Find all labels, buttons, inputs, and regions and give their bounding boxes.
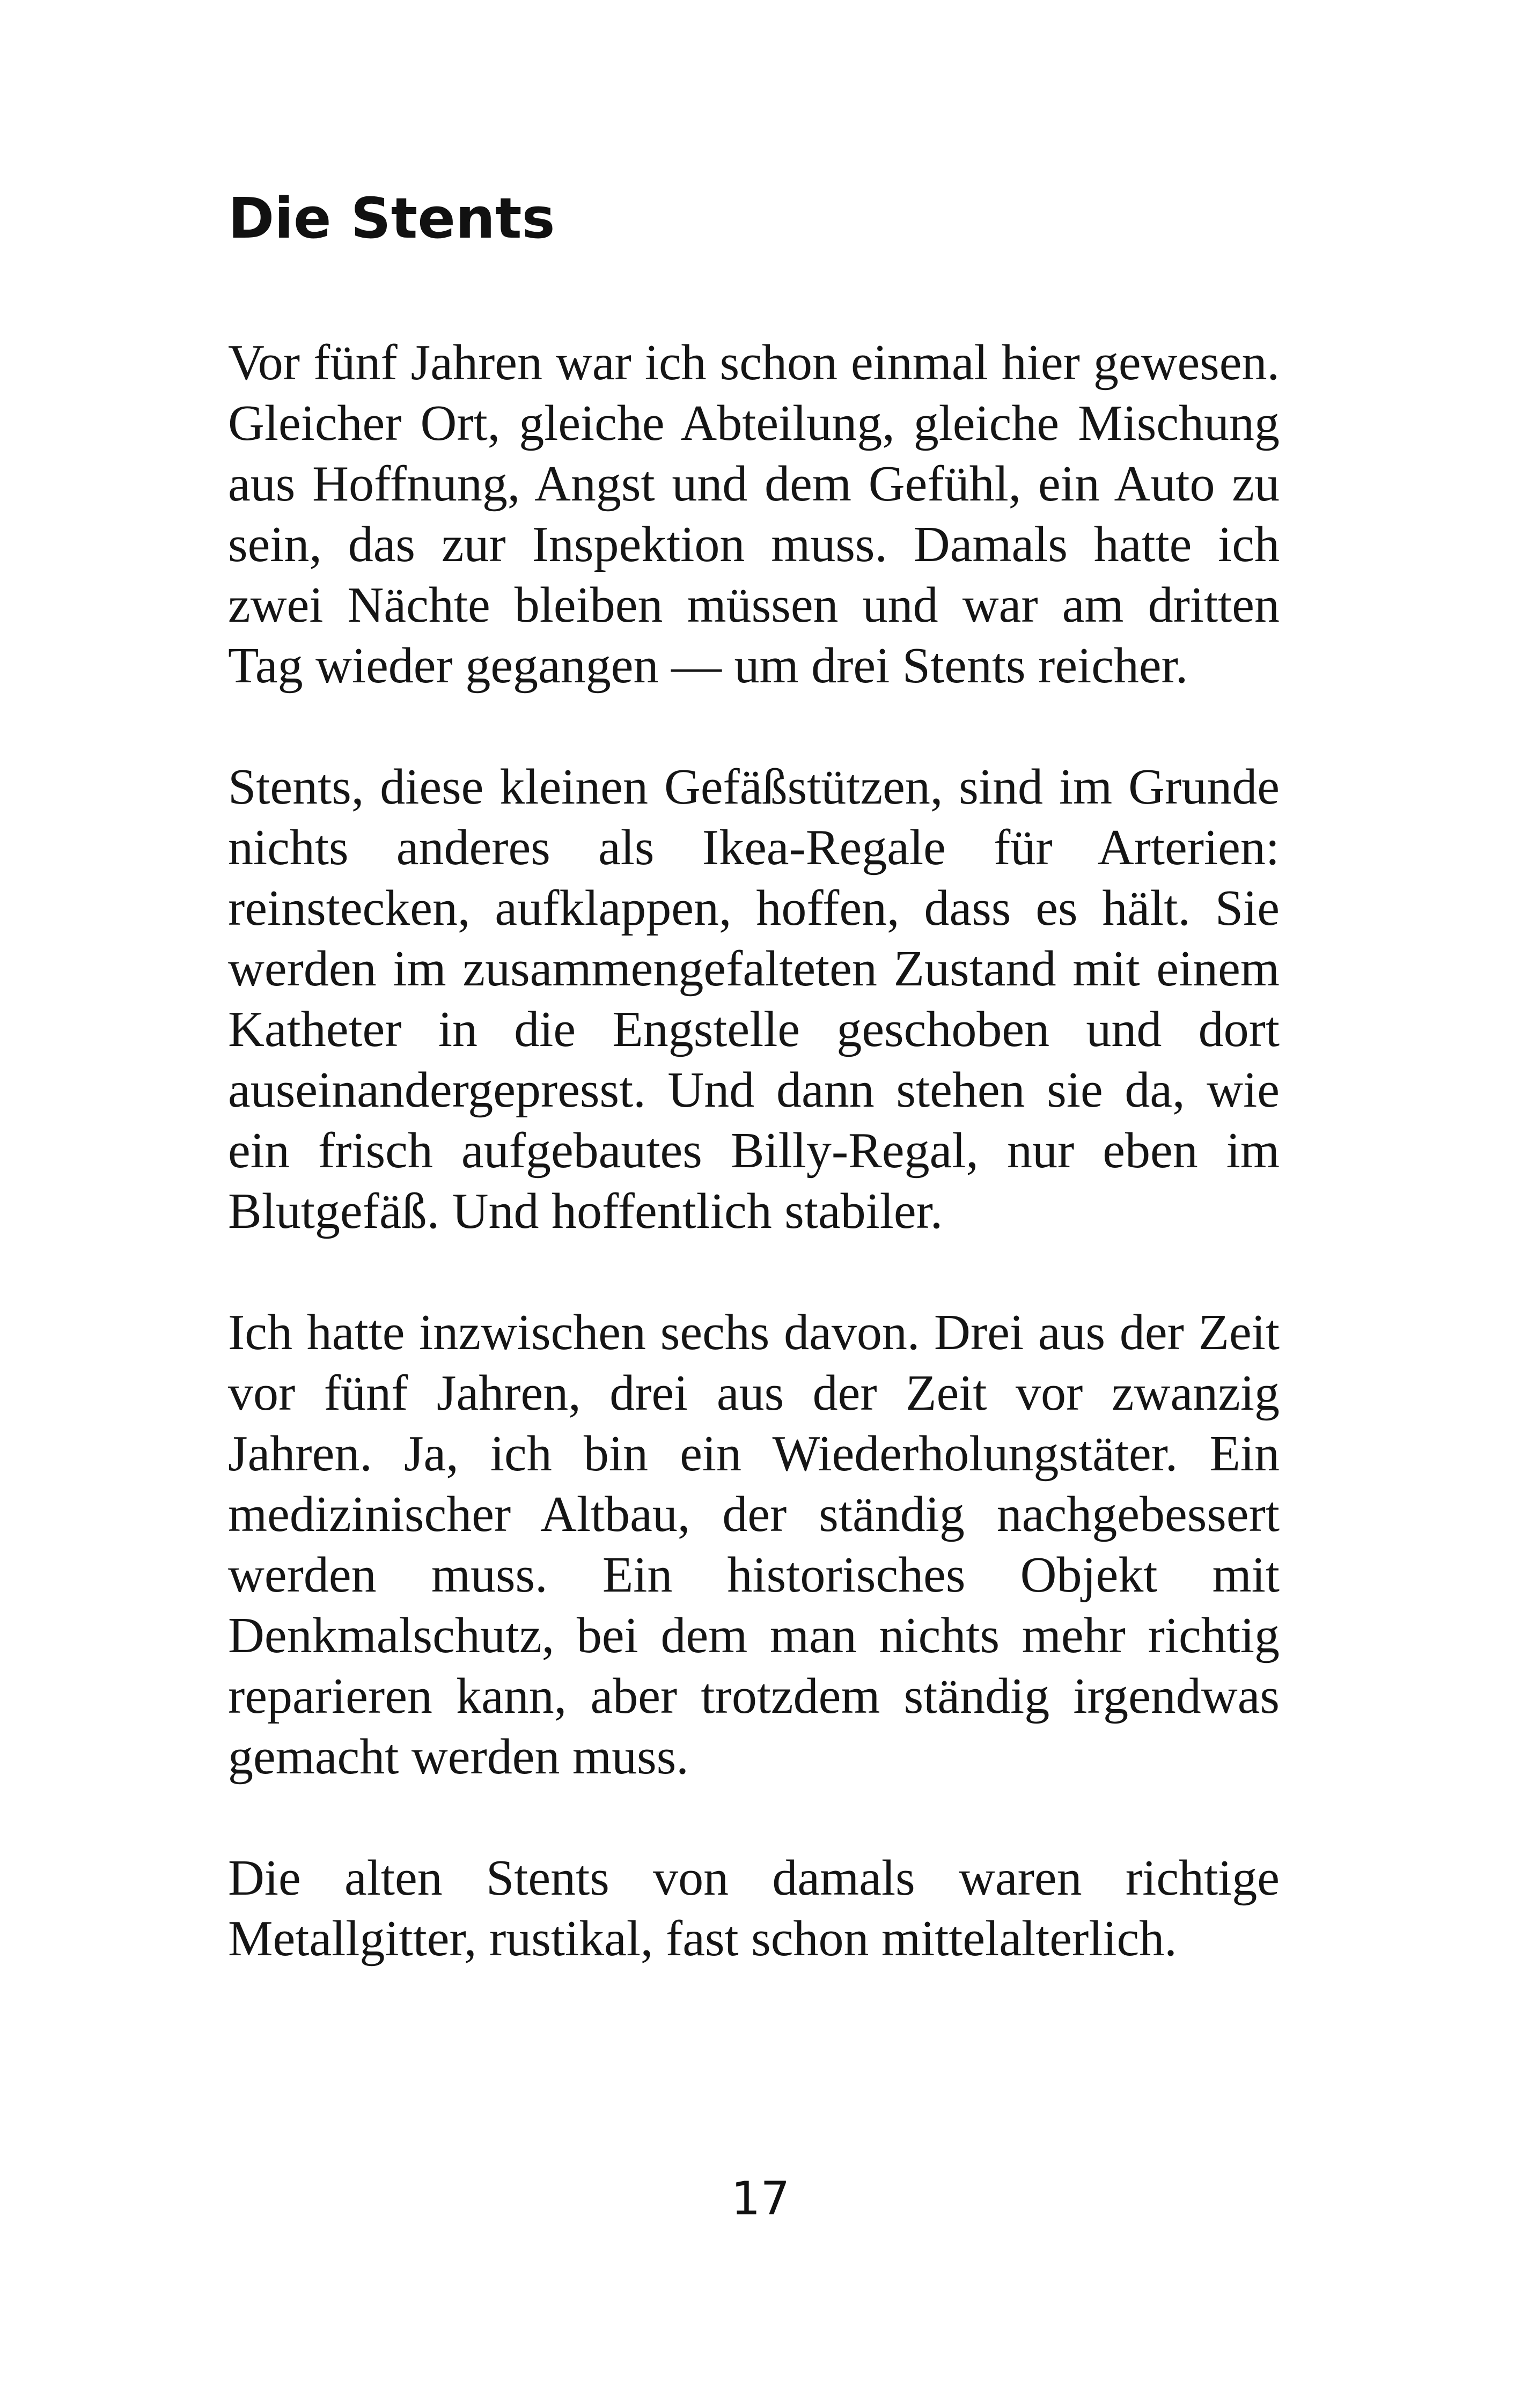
paragraph-4: Die alten Stents von damals waren richtige Metallgitter, rustikal, fast schon mittelalterlich. <box>228 1850 1280 1967</box>
paragraph-1: Vor fünf Jahren war ich schon einmal hier gewesen. Gleicher Ort, gleiche Abteilung, gleiche Mischung aus Hoffnung, Angst und dem Gefühl, ein Auto zu sein, das zur Inspektion muss. Damals hatte ich zwei Nächte bleiben müssen und war am dritten Tag wieder gegangen — um drei Stents reicher. <box>228 335 1280 694</box>
paragraph-2: Stents, diese kleinen Gefäßstützen, sind im Grunde nichts anderes als Ikea-Regale für Arterien: reinstecken, aufklappen, hoffen, dass es hält. Sie werden im zusammengefalteten Zustand mit einem Katheter in die Engstelle geschoben und dort auseinandergepresst. Und dann stehen sie da, wie ein frisch aufgebautes Billy-Regal, nur eben im Blutgefäß. Und hoffentlich stabiler. <box>228 759 1280 1239</box>
page-number: 17 <box>731 2172 790 2226</box>
paragraph-3: Ich hatte inzwischen sechs davon. Drei aus der Zeit vor fünf Jahren, drei aus der Zeit vor zwanzig Jahren. Ja, ich bin ein Wiederholungstäter. Ein medizinischer Altbau, der ständig nachgebessert werden muss. Ein historisches Objekt mit Denkmalschutz, bei dem man nichts mehr richtig reparieren kann, aber trotzdem ständig irgendwas gemacht werden muss. <box>228 1305 1280 1785</box>
body-text <box>228 333 1280 2030</box>
chapter-title: Die Stents <box>228 186 555 251</box>
